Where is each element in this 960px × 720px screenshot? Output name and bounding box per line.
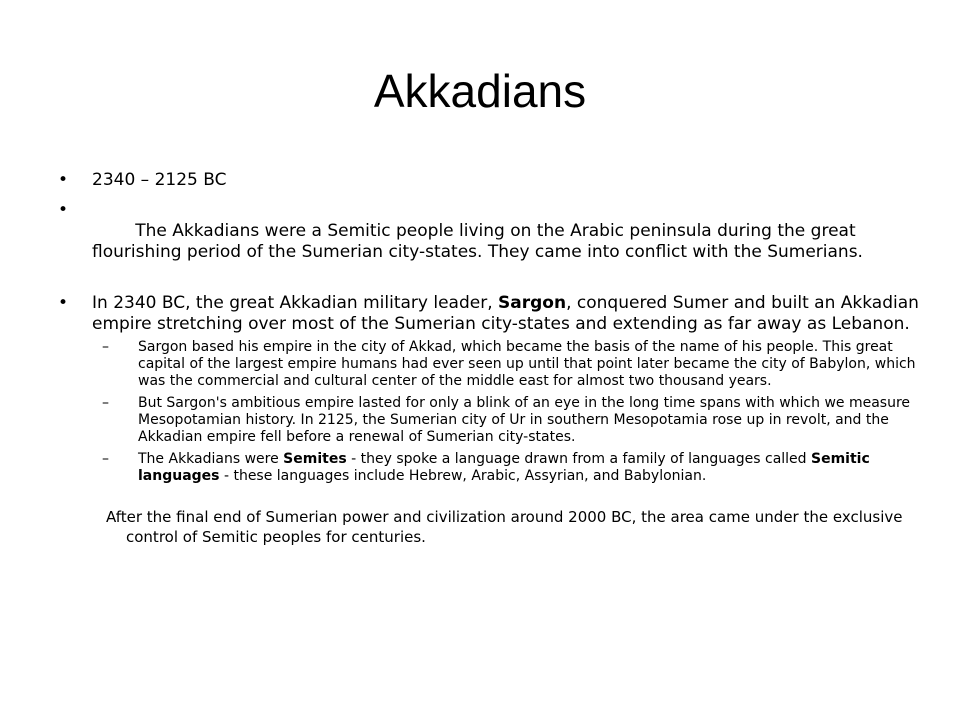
sub-bullet-text: Sargon based his empire in the city of Akkad, which became the basis of the name of his people. This great capital of the largest empire humans had ever seen up until that point later became the city of Babylon, which was the commercial and cultural center of the middle east for almost two thousand years. — [138, 339, 916, 389]
bullet-text-pre: In 2340 BC, the great Akkadian military leader, — [92, 293, 499, 313]
dash-icon: – — [102, 395, 109, 411]
bullet-icon: • — [58, 170, 69, 190]
sub-bullet-bold-languages: Semitic languages — [138, 451, 870, 484]
sub-bullet-text: But Sargon's ambitious empire lasted for only a blink of an eye in the long time spans with which we measure Mesopotamian history. In 2125, the Sumerian city of Ur in southern Mesopotamia rose up in revolt, and the Akkadian empire fell before a renewal of Sumerian city-states. — [138, 395, 911, 445]
dash-icon: – — [102, 339, 109, 355]
bullet-icon: • — [58, 293, 69, 313]
bullet-text: The Akkadians were a Semitic people living on the Arabic peninsula during the great flourishing period of the Sumerian city-states. They came into conflict with the Sumerians. — [92, 221, 863, 262]
bullet-text: 2340 – 2125 BC — [92, 170, 227, 190]
bullet-text-bold: Sargon — [498, 293, 567, 313]
sub-bullet-list — [58, 339, 920, 485]
bullet-item — [58, 200, 920, 284]
closing-paragraph: After the final end of Sumerian power and civilization around 2000 BC, the area came under the exclusive control of Semitic peoples for centuries. — [106, 508, 903, 546]
bullet-item — [58, 293, 920, 485]
bullet-icon: • — [58, 200, 69, 220]
sub-bullet-text-mid: - they spoke a language drawn from a family of languages called — [346, 451, 812, 467]
sub-bullet-item — [58, 395, 920, 446]
sub-bullet-item — [58, 339, 920, 390]
bullet-item — [58, 170, 920, 191]
sub-bullet-item — [58, 451, 920, 485]
bullet-text-post: , conquered Sumer and built an Akkadian empire stretching over most of the Sumerian city-states and extending as far away as Lebanon. — [92, 293, 919, 334]
sub-bullet-text-post: - these languages include Hebrew, Arabic, Assyrian, and Babylonian. — [219, 468, 707, 484]
sub-bullet-text-pre: The Akkadians were — [138, 451, 284, 467]
dash-icon: – — [102, 451, 109, 467]
sub-bullet-bold-semites: Semites — [283, 451, 347, 467]
slide-body — [58, 170, 920, 547]
slide-title: Akkadians — [373, 65, 587, 117]
